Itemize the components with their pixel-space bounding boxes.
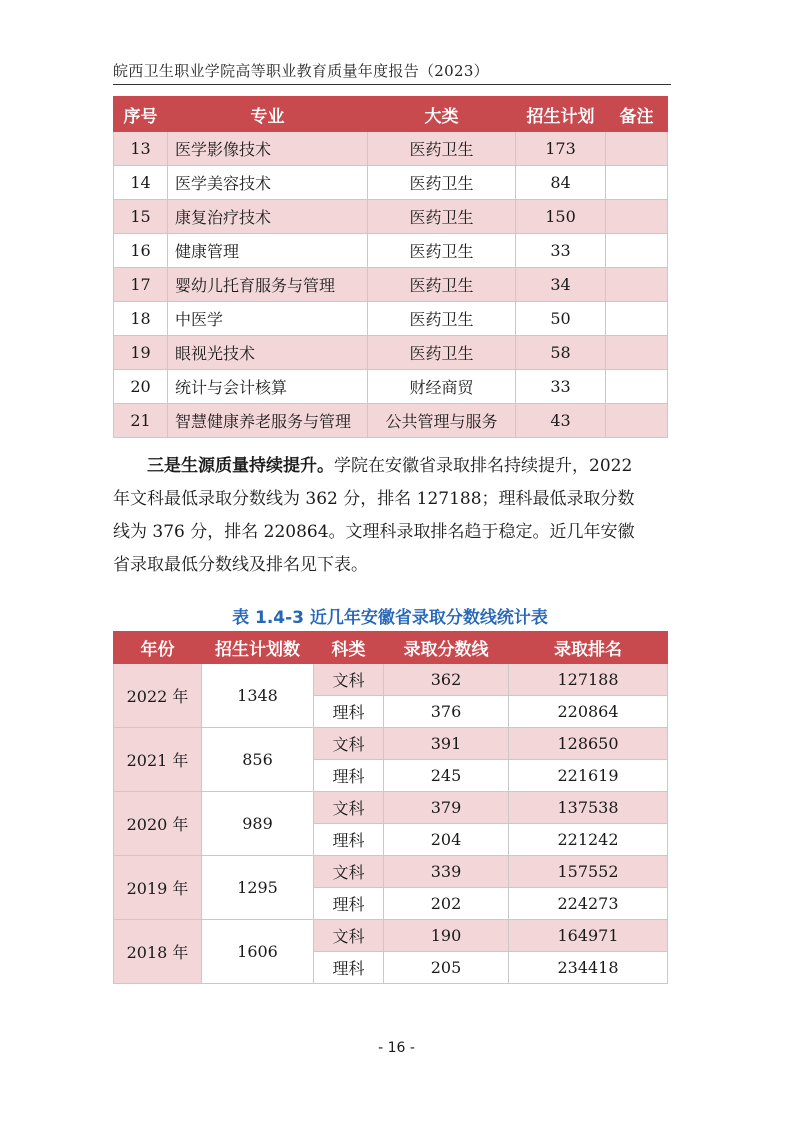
cell-note: [606, 200, 668, 234]
cell-note: [606, 370, 668, 404]
cell-plan: 50: [516, 302, 606, 336]
cell-major: 婴幼儿托育服务与管理: [168, 268, 368, 302]
cell-note: [606, 336, 668, 370]
table-row: [114, 664, 668, 696]
cell-plan-count: 1606: [202, 920, 314, 984]
majors-table: [113, 96, 668, 438]
cell-note: [606, 166, 668, 200]
cell-rank: 157552: [509, 856, 668, 888]
cell-no: 21: [114, 404, 168, 438]
cell-major: 智慧健康养老服务与管理: [168, 404, 368, 438]
cell-no: 18: [114, 302, 168, 336]
col-header-no: 序号: [114, 97, 168, 132]
cell-rank: 164971: [509, 920, 668, 952]
scores-table-header-row: [114, 632, 668, 664]
table-row: [114, 268, 668, 302]
cell-type: 理科: [314, 696, 384, 728]
cell-category: 医药卫生: [368, 234, 516, 268]
table-row: [114, 728, 668, 760]
cell-major: 医学影像技术: [168, 132, 368, 166]
cell-major: 健康管理: [168, 234, 368, 268]
running-header: 皖西卫生职业学院高等职业教育质量年度报告（2023）: [113, 62, 489, 80]
cell-year: 2019 年: [114, 856, 202, 920]
cell-note: [606, 302, 668, 336]
table-row: [114, 792, 668, 824]
cell-plan: 33: [516, 234, 606, 268]
cell-plan-count: 1295: [202, 856, 314, 920]
cell-rank: 224273: [509, 888, 668, 920]
cell-type: 理科: [314, 888, 384, 920]
cell-type: 文科: [314, 664, 384, 696]
cell-type: 理科: [314, 824, 384, 856]
cell-major: 中医学: [168, 302, 368, 336]
cell-category: 医药卫生: [368, 166, 516, 200]
paragraph-line-1: [113, 450, 670, 483]
cell-plan: 173: [516, 132, 606, 166]
paragraph-line-2: 年文科最低录取分数线为 362 分，排名 127188；理科最低录取分数: [113, 489, 635, 509]
cell-score: 190: [384, 920, 509, 952]
col-header-category: 大类: [368, 97, 516, 132]
cell-score: 202: [384, 888, 509, 920]
cell-note: [606, 268, 668, 302]
cell-rank: 128650: [509, 728, 668, 760]
col-header-plan: 招生计划: [516, 97, 606, 132]
cell-score: 362: [384, 664, 509, 696]
cell-plan: 58: [516, 336, 606, 370]
cell-no: 17: [114, 268, 168, 302]
cell-note: [606, 132, 668, 166]
cell-plan: 43: [516, 404, 606, 438]
cell-category: 医药卫生: [368, 302, 516, 336]
cell-year: 2020 年: [114, 792, 202, 856]
cell-major: 医学美容技术: [168, 166, 368, 200]
cell-no: 13: [114, 132, 168, 166]
cell-category: 财经商贸: [368, 370, 516, 404]
cell-score: 391: [384, 728, 509, 760]
paragraph-lead: 三是生源质量持续提升。: [147, 456, 334, 476]
cell-note: [606, 404, 668, 438]
cell-rank: 234418: [509, 952, 668, 984]
cell-plan-count: 1348: [202, 664, 314, 728]
col-header-plan-count: 招生计划数: [202, 632, 314, 664]
cell-score: 205: [384, 952, 509, 984]
cell-category: 医药卫生: [368, 336, 516, 370]
col-header-note: 备注: [606, 97, 668, 132]
cell-year: 2021 年: [114, 728, 202, 792]
cell-note: [606, 234, 668, 268]
table-row: [114, 404, 668, 438]
table-row: [114, 234, 668, 268]
paragraph-text-1: 学院在安徽省录取排名持续提升，2022: [334, 456, 633, 476]
majors-table-header-row: [114, 97, 668, 132]
cell-score: 245: [384, 760, 509, 792]
cell-major: 康复治疗技术: [168, 200, 368, 234]
table-row: [114, 370, 668, 404]
cell-type: 理科: [314, 760, 384, 792]
table-row: [114, 200, 668, 234]
cell-category: 医药卫生: [368, 200, 516, 234]
cell-major: 统计与会计核算: [168, 370, 368, 404]
cell-plan: 150: [516, 200, 606, 234]
paragraph-line-4: 省录取最低分数线及排名见下表。: [113, 555, 368, 575]
scores-table: [113, 631, 668, 984]
cell-category: 医药卫生: [368, 132, 516, 166]
cell-plan: 84: [516, 166, 606, 200]
cell-major: 眼视光技术: [168, 336, 368, 370]
cell-category: 医药卫生: [368, 268, 516, 302]
paragraph-line-3: 线为 376 分，排名 220864。文理科录取排名趋于稳定。近几年安徽: [113, 522, 635, 542]
table-row: [114, 856, 668, 888]
table-row: [114, 166, 668, 200]
cell-year: 2018 年: [114, 920, 202, 984]
cell-plan: 33: [516, 370, 606, 404]
cell-no: 15: [114, 200, 168, 234]
col-header-major: 专业: [168, 97, 368, 132]
cell-plan-count: 989: [202, 792, 314, 856]
table-row: [114, 132, 668, 166]
cell-type: 文科: [314, 792, 384, 824]
cell-year: 2022 年: [114, 664, 202, 728]
cell-score: 379: [384, 792, 509, 824]
cell-rank: 220864: [509, 696, 668, 728]
page-number: - 16 -: [378, 1040, 415, 1056]
col-header-year: 年份: [114, 632, 202, 664]
cell-rank: 127188: [509, 664, 668, 696]
cell-type: 理科: [314, 952, 384, 984]
cell-score: 339: [384, 856, 509, 888]
cell-plan-count: 856: [202, 728, 314, 792]
cell-plan: 34: [516, 268, 606, 302]
cell-type: 文科: [314, 856, 384, 888]
scores-table-title: 表 1.4-3 近几年安徽省录取分数线统计表: [232, 608, 548, 628]
cell-type: 文科: [314, 920, 384, 952]
cell-score: 376: [384, 696, 509, 728]
cell-no: 19: [114, 336, 168, 370]
table-row: [114, 336, 668, 370]
col-header-rank: 录取排名: [509, 632, 668, 664]
cell-score: 204: [384, 824, 509, 856]
cell-no: 20: [114, 370, 168, 404]
cell-no: 16: [114, 234, 168, 268]
table-row: [114, 302, 668, 336]
cell-rank: 137538: [509, 792, 668, 824]
table-row: [114, 920, 668, 952]
cell-category: 公共管理与服务: [368, 404, 516, 438]
cell-no: 14: [114, 166, 168, 200]
col-header-type: 科类: [314, 632, 384, 664]
col-header-score: 录取分数线: [384, 632, 509, 664]
cell-rank: 221619: [509, 760, 668, 792]
cell-rank: 221242: [509, 824, 668, 856]
cell-type: 文科: [314, 728, 384, 760]
header-rule: [113, 84, 671, 85]
